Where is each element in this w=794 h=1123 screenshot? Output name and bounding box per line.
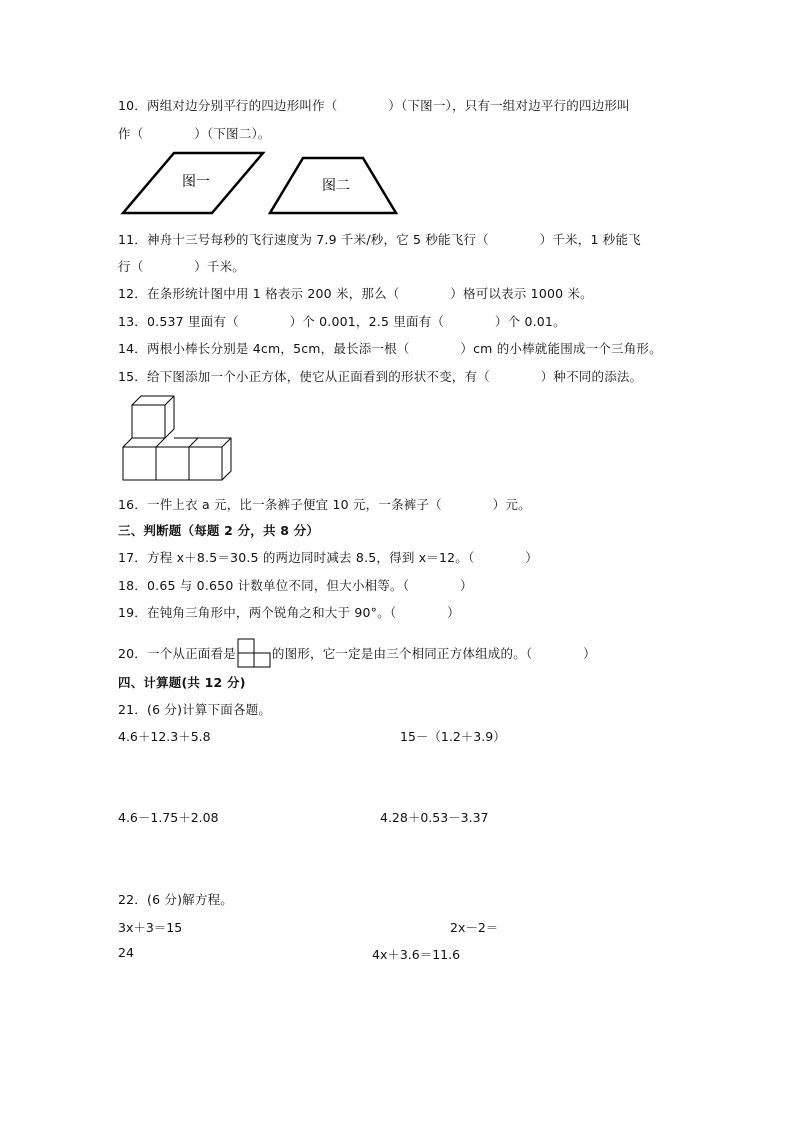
q21-expr4: 4.28＋0.53－3.37 [380, 810, 489, 825]
front-view-figure [237, 638, 271, 668]
q22-eq2-part1: 2x－2＝ [450, 920, 499, 935]
q19: 19．在钝角三角形中，两个锐角之和大于 90°。（ ） [118, 605, 460, 620]
q21-expr3: 4.6－1.75＋2.08 [118, 810, 219, 825]
q22-eq2-part2: 24 [118, 945, 134, 960]
q13: 13．0.537 里面有（ ）个 0.001，2.5 里面有（ ）个 0.01。 [118, 314, 566, 329]
q16: 16．一件上衣 a 元，比一条裤子便宜 10 元，一条裤子（ ）元。 [118, 497, 531, 512]
q15: 15．给下图添加一个小正方体，使它从正面看到的形状不变，有（ ）种不同的添法。 [118, 369, 643, 384]
cube-figure [118, 392, 238, 484]
q20-suffix: 的图形，它一定是由三个相同正方体组成的。（ ） [271, 646, 596, 661]
q11-line1: 11．神舟十三号每秒的飞行速度为 7.9 千米/秒，它 5 秒能飞行（ ）千米，1 秒能飞 [118, 232, 641, 247]
q21-title: 21．(6 分)计算下面各题。 [118, 702, 272, 717]
q12: 12．在条形统计图中用 1 格表示 200 米，那么（ ）格可以表示 1000 米。 [118, 286, 593, 301]
section3-heading: 三、判断题（每题 2 分，共 8 分） [118, 523, 320, 538]
q17: 17．方程 x＋8.5＝30.5 的两边同时减去 8.5，得到 x＝12。（ ） [118, 550, 538, 565]
fig1-label: 图一 [182, 174, 210, 190]
q14: 14．两根小棒长分别是 4cm，5cm，最长添一根（ ）cm 的小棒就能围成一个三角形。 [118, 341, 662, 356]
q22-title: 22．(6 分)解方程。 [118, 892, 233, 907]
section4-heading: 四、计算题(共 12 分) [118, 675, 246, 690]
q20 [118, 638, 596, 668]
q20-prefix: 20．一个从正面看是 [118, 646, 236, 661]
q21-expr2: 15－（1.2＋3.9） [400, 729, 506, 744]
q22-eq1: 3x＋3＝15 [118, 920, 183, 935]
q22-eq3: 4x＋3.6＝11.6 [372, 947, 461, 962]
q10-line2: 作（ ）（下图二）。 [118, 126, 271, 141]
q10-figures [118, 148, 408, 218]
q18: 18．0.65 与 0.650 计数单位不同，但大小相等。（ ） [118, 578, 473, 593]
q21-expr1: 4.6＋12.3＋5.8 [118, 729, 211, 744]
fig2-label: 图二 [322, 178, 350, 194]
q11-line2: 行（ ）千米。 [118, 259, 246, 274]
q10-line1: 10．两组对边分别平行的四边形叫作（ ）（下图一），只有一组对边平行的四边形叫 [118, 98, 630, 113]
